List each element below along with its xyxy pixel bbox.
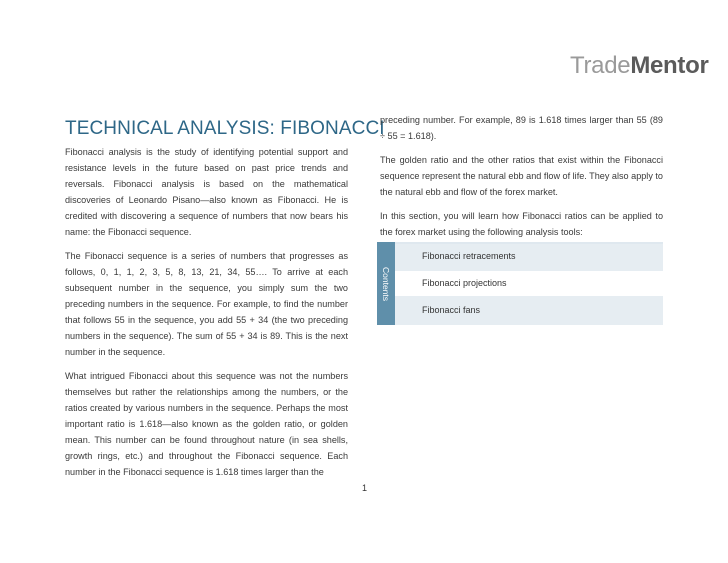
paragraph-section-intro: In this section, you will learn how Fibonacci ratios can be applied to the forex market using the following analysis tools: xyxy=(380,211,663,237)
paragraph-golden-ratio: What intrigued Fibonacci about this sequence was not the numbers themselves but rather the relationships among the numbers, or the ratios created by various numbers in the sequence. Perhaps the most important ratio is 1.618—also known as the golden ratio, or golden mean. This number can be found throughout nature (in sea shells, growth rings, etc.) and throughout the Fibonacci sequence. Each number in the Fibonacci sequence is 1.618 times larger than the xyxy=(65,371,348,477)
paragraph-sequence: The Fibonacci sequence is a series of numbers that progresses as follows, 0, 1, 1, 2, 3, 5, 8, 13, 21, 34, 55…. To arrive at each subsequent number in the sequence, you simply sum the two preceding numbers in the sequence. For example, to find the number that follows 55 in the sequence, you add 55 + 34 (the two preceding numbers in the sequence). The sum of 55 + 34 is 89. This is the next number in the sequence. xyxy=(65,251,348,357)
contents-item-projections[interactable]: Fibonacci projections xyxy=(395,271,663,298)
contents-label: Contents xyxy=(381,266,391,301)
tradementor-logo xyxy=(570,52,709,80)
paragraph-intro: Fibonacci analysis is the study of identifying potential support and resistance levels in the future based on past price trends and reversals. Fibonacci analysis is based on the mathematical discoveries of Leonardo Pisano—also known as Fibonacci. He is credited with discovering a sequence of numbers that now bears his name: the Fibonacci sequence. xyxy=(65,147,348,237)
page-number: 1 xyxy=(362,483,368,493)
contents-item-retracements[interactable]: Fibonacci retracements xyxy=(395,244,663,271)
paragraph-ebb-flow: The golden ratio and the other ratios that exist within the Fibonacci sequence represent the natural ebb and flow of life. They also apply to the natural ebb and flow of the forex market. xyxy=(380,155,663,197)
contents-list xyxy=(395,242,663,325)
contents-tab xyxy=(377,242,395,325)
contents-box xyxy=(377,242,663,325)
logo-text-trade: Trade xyxy=(570,52,631,79)
page-title: TECHNICAL ANALYSIS: FIBONACCI xyxy=(65,118,385,139)
left-column xyxy=(65,144,348,488)
contents-item-fans[interactable]: Fibonacci fans xyxy=(395,298,663,325)
logo-text-mentor: Mentor xyxy=(630,52,709,79)
paragraph-continued: preceding number. For example, 89 is 1.618 times larger than 55 (89 ÷ 55 = 1.618). xyxy=(380,115,663,141)
right-column xyxy=(380,112,663,248)
